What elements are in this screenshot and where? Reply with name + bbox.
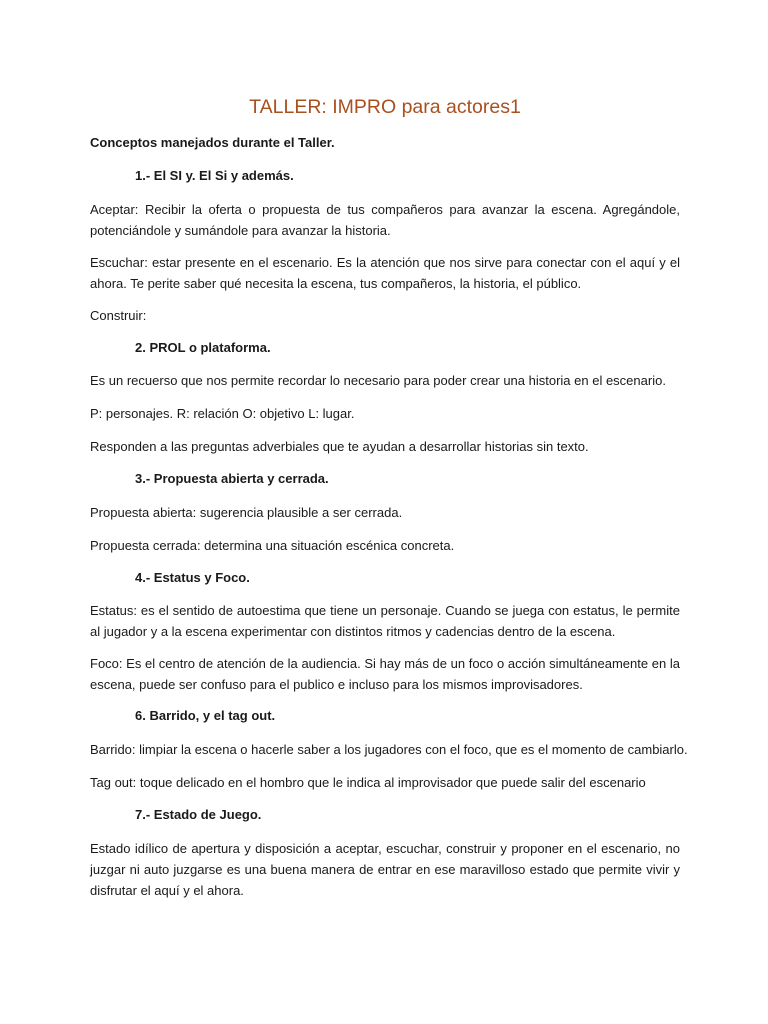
document-intro: Conceptos manejados durante el Taller.: [90, 135, 335, 150]
paragraph-estado-de-juego: Estado idílico de apertura y disposición a aceptar, escuchar, construir y proponer en el escenario, no juzgar ni auto juzgarse es una buena manera de entrar en ese maravilloso estado que permite vivir y disfrutar el aquí y el ahora.: [90, 841, 680, 898]
paragraph-tag-out: Tag out: toque delicado en el hombro que le indica al improvisador que puede salir del escenario: [90, 775, 646, 790]
paragraph-barrido: Barrido: limpiar la escena o hacerle saber a los jugadores con el foco, que es el momento de cambiarlo.: [90, 742, 688, 757]
paragraph-propuesta-abierta: Propuesta abierta: sugerencia plausible a ser cerrada.: [90, 505, 403, 520]
document-page: [90, 0, 688, 1024]
section-heading-1: 1.- El SI y. El Si y además.: [135, 168, 294, 183]
section-heading-7: 7.- Estado de Juego.: [135, 807, 262, 822]
section-heading-6: 6. Barrido, y el tag out.: [135, 708, 276, 723]
paragraph-estatus: Estatus: es el sentido de autoestima que tiene un personaje. Cuando se juega con estatus, le permite al jugador y a la escena experimentar con distintos ritmos y cadencias dentro de la escena.: [90, 603, 680, 639]
paragraph-foco: Foco: Es el centro de atención de la audiencia. Si hay más de un foco o acción simultáneamente en la escena, puede ser confuso para el publico e incluso para los mismos improvisadores.: [90, 656, 680, 692]
paragraph-prol-responden: Responden a las preguntas adverbiales que te ayudan a desarrollar historias sin texto.: [90, 439, 589, 454]
document-title: TALLER: IMPRO para actores1: [249, 96, 521, 118]
paragraph-prol-recurso: Es un recuerso que nos permite recordar lo necesario para poder crear una historia en el escenario.: [90, 373, 666, 388]
paragraph-prol-letras: P: personajes. R: relación O: objetivo L: lugar.: [90, 406, 355, 421]
paragraph-construir: Construir:: [90, 308, 147, 323]
paragraph-propuesta-cerrada: Propuesta cerrada: determina una situación escénica concreta.: [90, 538, 455, 553]
paragraph-aceptar: Aceptar: Recibir la oferta o propuesta de tus compañeros para avanzar la escena. Agregándole, potenciándole y sumándole para avanzar la historia.: [90, 202, 680, 238]
section-heading-3: 3.- Propuesta abierta y cerrada.: [135, 471, 329, 486]
section-heading-2: 2. PROL o plataforma.: [135, 340, 271, 355]
section-heading-4: 4.- Estatus y Foco.: [135, 570, 250, 585]
paragraph-escuchar: Escuchar: estar presente en el escenario. Es la atención que nos sirve para conectar con el aquí y el ahora. Te perite saber qué necesita la escena, tus compañeros, la historia, el público.: [90, 255, 680, 291]
